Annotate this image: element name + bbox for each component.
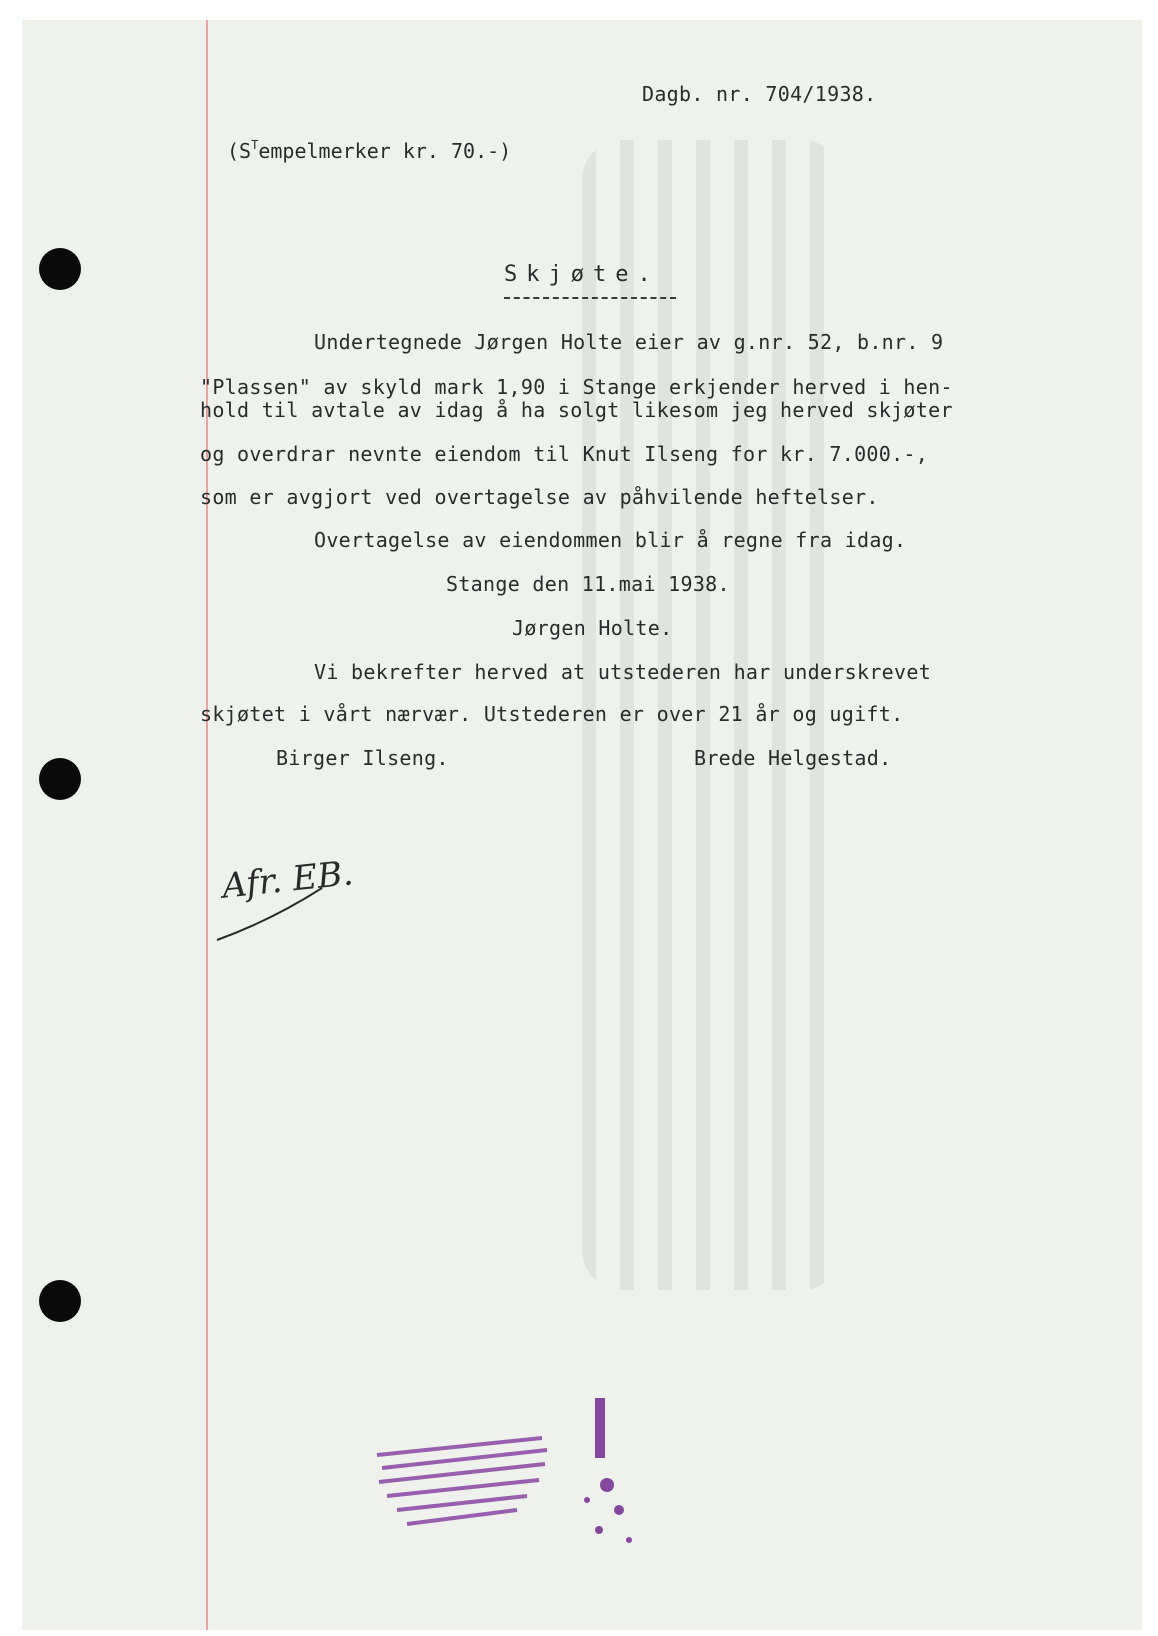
body-line: Overtagelse av eiendommen blir å regne fra idag. bbox=[314, 528, 907, 552]
margin-line bbox=[206, 20, 208, 1630]
stamp-note-prefix: (S bbox=[227, 139, 252, 163]
stamp-note-sup: T bbox=[251, 138, 259, 152]
body-line: og overdrar nevnte eiendom til Knut Ilseng for kr. 7.000.-, bbox=[200, 442, 929, 466]
punch-hole bbox=[39, 248, 81, 290]
title-underline bbox=[504, 297, 676, 299]
stamp-duty-note bbox=[227, 138, 511, 163]
document-page bbox=[22, 20, 1142, 1630]
witness-line: skjøtet i vårt nærvær. Utstederen er over 21 år og ugift. bbox=[200, 702, 904, 726]
body-line: hold til avtale av idag å ha solgt likesom jeg herved skjøter bbox=[200, 398, 953, 422]
witness-1: Birger Ilseng. bbox=[276, 746, 449, 770]
punch-hole bbox=[39, 1280, 81, 1322]
body-line: Undertegnede Jørgen Holte eier av g.nr. 52, b.nr. 9 bbox=[314, 330, 944, 354]
handwritten-initials: Afr. EB. bbox=[220, 853, 356, 907]
issuer-signature: Jørgen Holte. bbox=[512, 616, 673, 640]
witness-line: Vi bekrefter herved at utstederen har underskrevet bbox=[314, 660, 932, 684]
purple-ink-mark bbox=[367, 1390, 667, 1560]
punch-hole bbox=[39, 758, 81, 800]
body-line: "Plassen" av skyld mark 1,90 i Stange erkjender herved i hen- bbox=[200, 375, 953, 399]
witness-2: Brede Helgestad. bbox=[694, 746, 892, 770]
document-title: Skjøte. bbox=[504, 262, 660, 287]
initials-underline-stroke bbox=[212, 880, 332, 950]
stamp-note-rest: empelmerker kr. 70.-) bbox=[258, 139, 512, 163]
place-date: Stange den 11.mai 1938. bbox=[446, 572, 730, 596]
reference-number: Dagb. nr. 704/1938. bbox=[642, 82, 877, 106]
body-line: som er avgjort ved overtagelse av påhvilende heftelser. bbox=[200, 485, 879, 509]
